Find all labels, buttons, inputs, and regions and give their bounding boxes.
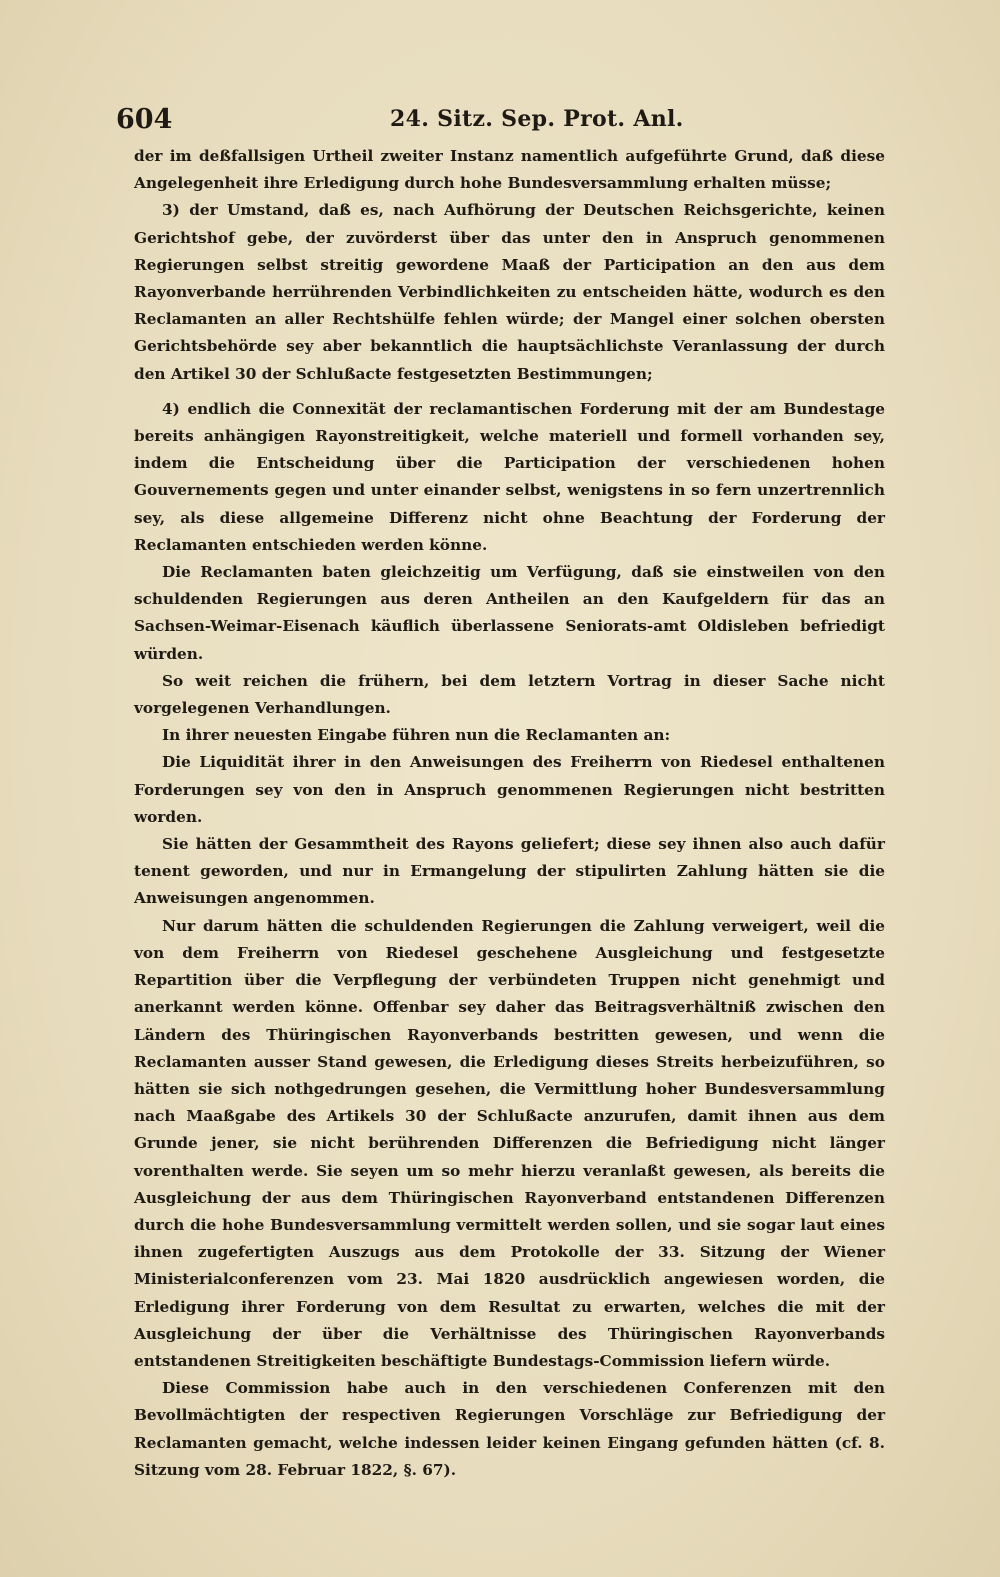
- body-text: [134, 143, 885, 1484]
- paragraph: Diese Commission habe auch in den verschiedenen Conferenzen mit den Bevollmächtigten der respectiven Regierungen Vorschläge zur Befriedigung der Reclamanten gemacht, welche indessen leider keinen Eingang gefunden hätten (cf. 8. Sitzung vom 28. Februar 1822, §. 67).: [134, 1379, 885, 1479]
- paragraph: 3) der Umstand, daß es, nach Aufhörung der Deutschen Reichsgerichte, keinen Gerichtshof gebe, der zuvörderst über das unter den in Anspruch genommenen Regierungen selbst streitig gewordene Maaß der Participation an den aus dem Rayonverbande herrührenden Verbindlichkeiten zu entscheiden hätte, wodurch es den Reclamanten an aller Rechtshülfe fehlen würde; der Mangel einer solchen obersten Gerichtsbehörde sey aber bekanntlich die hauptsächlichste Veranlassung der durch den Artikel 30 der Schlußacte festgesetzten Bestimmungen;: [134, 201, 885, 383]
- paragraph: der im deßfallsigen Urtheil zweiter Instanz namentlich aufgeführte Grund, daß diese Angelegenheit ihre Erledigung durch hohe Bundesversammlung erhalten müsse;: [134, 147, 885, 193]
- paragraph: 4) endlich die Connexität der reclamantischen Forderung mit der am Bundestage bereits anhängigen Rayonstreitigkeit, welche materiell und formell vorhanden sey, indem die Entscheidung über die Participation der verschiedenen hohen Gouvernements gegen und unter einander selbst, wenigstens in so fern unzertrennlich sey, als diese allgemeine Differenz nicht ohne Beachtung der Forderung der Reclamanten entschieden werden könne.: [134, 399, 885, 554]
- paragraph: Die Reclamanten baten gleichzeitig um Verfügung, daß sie einstweilen von den schuldenden Regierungen aus deren Antheilen an den Kaufgeldern für das an Sachsen-Weimar-Eisenach käuflich überlassene Seniorats-amt Oldisleben befriedigt würden.: [134, 563, 885, 663]
- running-head: 24. Sitz. Sep. Prot. Anl.: [390, 106, 684, 132]
- page-number: 604: [116, 104, 173, 135]
- paragraph: Sie hätten der Gesammtheit des Rayons geliefert; diese sey ihnen also auch dafür tenent geworden, und nur in Ermangelung der stipulirten Zahlung hätten sie die Anweisungen angenommen.: [134, 835, 885, 908]
- paragraph: Die Liquidität ihrer in den Anweisungen des Freiherrn von Riedesel enthaltenen Forderungen sey von den in Anspruch genommenen Regierungen nicht bestritten worden.: [134, 753, 885, 826]
- page-header: [116, 104, 884, 144]
- paragraph: Nur darum hätten die schuldenden Regierungen die Zahlung verweigert, weil die von dem Freiherrn von Riedesel geschehene Ausgleichung und festgesetzte Repartition über die Verpflegung der verbündeten Truppen nicht genehmigt und anerkannt werden könne. Offenbar sey daher das Beitragsverhältniß zwischen den Ländern des Thüringischen Rayonverbands bestritten gewesen, und wenn die Reclamanten ausser Stand gewesen, die Erledigung dieses Streits herbeizuführen, so hätten sie sich nothgedrungen gesehen, die Vermittlung hoher Bundesversammlung nach Maaßgabe des Artikels 30 der Schlußacte anzurufen, damit ihnen aus dem Grunde jener, sie nicht berührenden Differenzen die Befriedigung nicht länger vorenthalten werde. Sie seyen um so mehr hierzu veranlaßt gewesen, als bereits die Ausgleichung der aus dem Thüringischen Rayonverband entstandenen Differenzen durch die hohe Bundesversammlung vermittelt werden sollen, und sie sogar laut eines ihnen zugefertigten Auszugs aus dem Protokolle der 33. Sitzung der Wiener Ministerialconferenzen vom 23. Mai 1820 ausdrücklich angewiesen worden, die Erledigung ihrer Forderung von dem Resultat zu erwarten, welches die mit der Ausgleichung der über die Verhältnisse des Thüringischen Rayonverbands entstandenen Streitigkeiten beschäftigte Bundestags-Commission liefern würde.: [134, 916, 885, 1370]
- paragraph: So weit reichen die frühern, bei dem letztern Vortrag in dieser Sache nicht vorgelegenen Verhandlungen.: [134, 671, 885, 718]
- paragraph: In ihrer neuesten Eingabe führen nun die Reclamanten an:: [162, 726, 671, 745]
